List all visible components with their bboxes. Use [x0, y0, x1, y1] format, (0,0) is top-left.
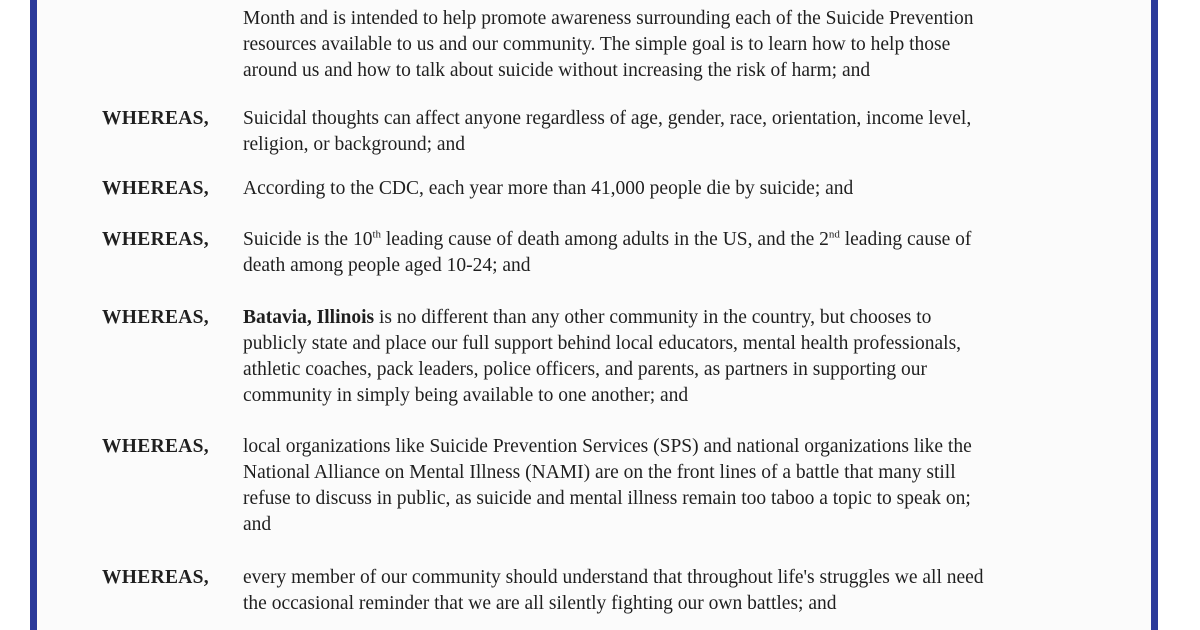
text-line: local organizations like Suicide Prevention Services (SPS) and national organizations like the [243, 436, 972, 457]
text-line: every member of our community should understand that throughout life's struggles we all need [243, 567, 984, 588]
whereas-keyword: WHEREAS, [102, 436, 209, 457]
text-line: Month and is intended to help promote awareness surrounding each of the Suicide Prevention [243, 8, 974, 29]
whereas-keyword: WHEREAS, [102, 307, 209, 328]
text-line: Suicidal thoughts can affect anyone regardless of age, gender, race, orientation, income level, [243, 108, 972, 129]
text-line [243, 305, 1118, 331]
text-segment: leading cause of [839, 229, 972, 250]
text-line: death among people aged 10-24; and [243, 255, 531, 276]
text-line: around us and how to talk about suicide without increasing the risk of harm; and [243, 60, 871, 81]
text-line: the occasional reminder that we are all silently fighting our own battles; and [243, 593, 837, 614]
clause-text [243, 106, 1118, 158]
clause-text [243, 176, 1118, 202]
text-segment: Suicide is the 10 [243, 229, 373, 250]
whereas-keyword: WHEREAS, [102, 178, 209, 199]
proclamation-page [37, 0, 1151, 630]
text-line [243, 227, 1118, 253]
text-line: publicly state and place our full support behind local educators, mental health professionals, [243, 333, 962, 354]
text-line: refuse to discuss in public, as suicide and mental illness remain too taboo a topic to speak on; [243, 488, 971, 509]
clause-text [243, 227, 1118, 279]
text-line: community in simply being available to one another; and [243, 385, 689, 406]
text-line: and [243, 514, 272, 535]
superscript: th [372, 228, 382, 241]
text-line: resources available to us and our community. The simple goal is to learn how to help those [243, 34, 951, 55]
text-line: religion, or background; and [243, 134, 466, 155]
text-segment: is no different than any other community in the country, but chooses to [374, 307, 932, 328]
cut-off-heading-fragment [102, 0, 222, 7]
place-name: Batavia, Illinois [243, 307, 375, 328]
superscript: nd [828, 228, 840, 241]
clause-text [243, 305, 1118, 409]
page-border-right [1151, 0, 1158, 630]
page-border-left [30, 0, 37, 630]
text-line: athletic coaches, pack leaders, police officers, and parents, as partners in supporting our [243, 359, 928, 380]
text-line: National Alliance on Mental Illness (NAMI) are on the front lines of a battle that many still [243, 462, 956, 483]
whereas-keyword: WHEREAS, [102, 567, 209, 588]
text-segment: leading cause of death among adults in the US, and the 2 [381, 229, 829, 250]
clause-text [243, 565, 1118, 617]
intro-text [243, 6, 1118, 84]
clause-text [243, 434, 1118, 538]
text-line: According to the CDC, each year more than 41,000 people die by suicide; and [243, 178, 854, 199]
whereas-keyword: WHEREAS, [102, 229, 209, 250]
whereas-keyword: WHEREAS, [102, 108, 209, 129]
